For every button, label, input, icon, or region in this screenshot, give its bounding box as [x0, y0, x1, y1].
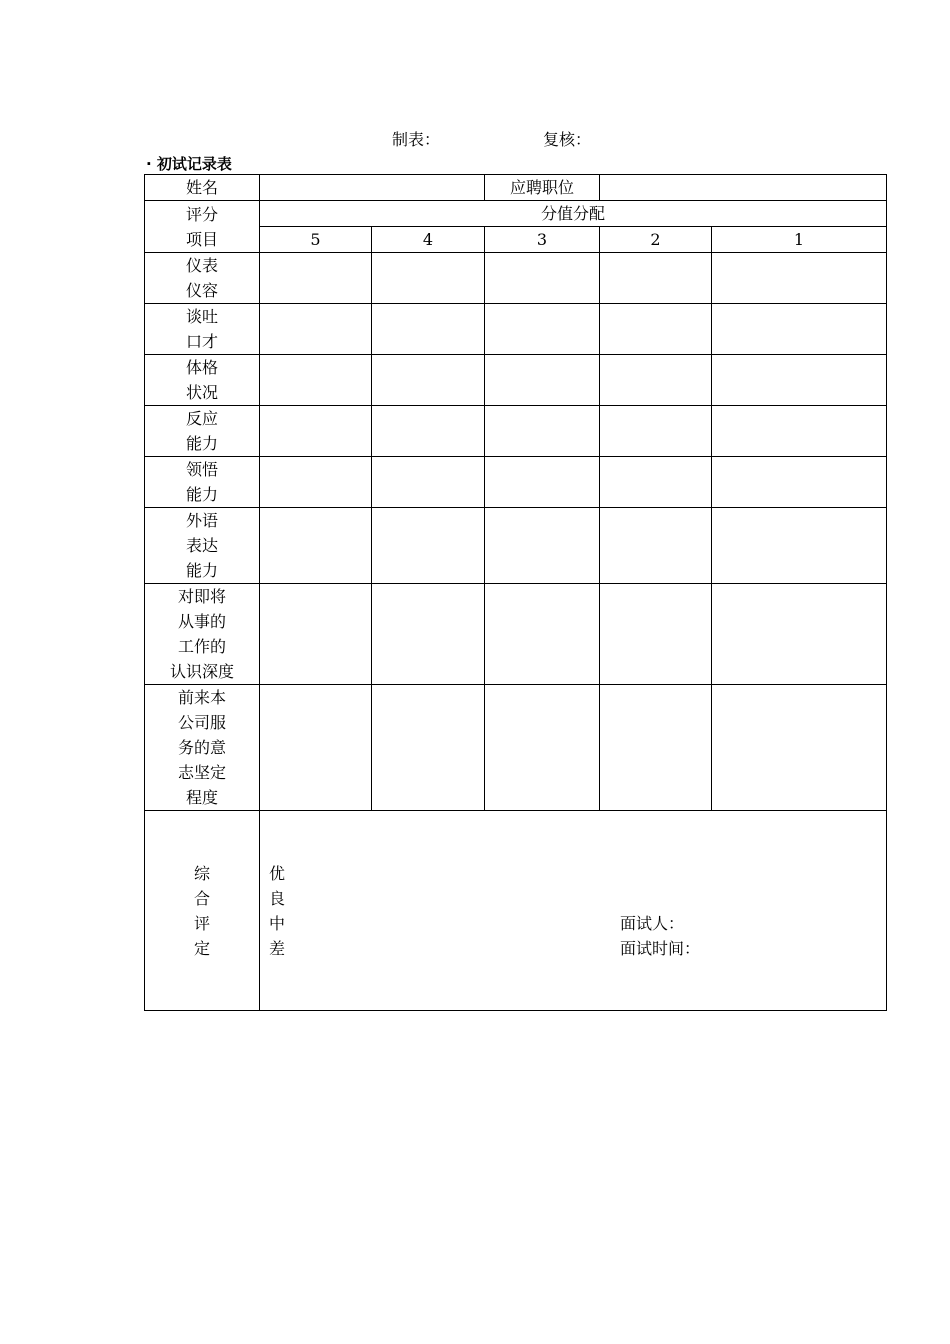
rating-item-label: 对即将 从事的 工作的 认识深度 — [145, 584, 260, 685]
score-cell-2[interactable] — [600, 508, 712, 584]
score-cell-2[interactable] — [600, 355, 712, 406]
rating-item-row — [145, 253, 887, 304]
score-cell-4[interactable] — [372, 355, 485, 406]
rating-item-row — [145, 406, 887, 457]
score-cell-2[interactable] — [600, 685, 712, 811]
score-cell-4[interactable] — [372, 253, 485, 304]
score-header-4: 4 — [372, 227, 485, 253]
score-cell-4[interactable] — [372, 584, 485, 685]
rating-item-header: 评分 项目 — [145, 201, 260, 253]
rating-item-label: 前来本 公司服 务的意 志坚定 程度 — [145, 685, 260, 811]
score-cell-1[interactable] — [712, 457, 887, 508]
rating-item-row — [145, 355, 887, 406]
overall-rating-cell — [260, 811, 887, 1011]
score-cell-2[interactable] — [600, 584, 712, 685]
name-label: 姓名 — [145, 175, 260, 201]
score-cell-4[interactable] — [372, 304, 485, 355]
rating-item-label: 谈吐 口才 — [145, 304, 260, 355]
score-cell-4[interactable] — [372, 457, 485, 508]
score-cell-3[interactable] — [485, 406, 600, 457]
score-cell-1[interactable] — [712, 584, 887, 685]
score-cell-5[interactable] — [260, 253, 372, 304]
rating-item-row — [145, 685, 887, 811]
rating-item-label: 领悟 能力 — [145, 457, 260, 508]
interview-signoff — [620, 911, 700, 961]
score-cell-2[interactable] — [600, 406, 712, 457]
score-cell-5[interactable] — [260, 304, 372, 355]
score-cell-3[interactable] — [485, 304, 600, 355]
score-distribution-header: 分值分配 — [260, 201, 887, 227]
rating-item-row — [145, 457, 887, 508]
score-cell-5[interactable] — [260, 355, 372, 406]
score-cell-1[interactable] — [712, 406, 887, 457]
grade-excellent[interactable]: 优 — [269, 864, 286, 883]
score-cell-4[interactable] — [372, 406, 485, 457]
score-cell-3[interactable] — [485, 584, 600, 685]
score-cell-2[interactable] — [600, 304, 712, 355]
score-cell-4[interactable] — [372, 508, 485, 584]
score-cell-1[interactable] — [712, 253, 887, 304]
score-cell-2[interactable] — [600, 253, 712, 304]
interview-record-table — [144, 174, 887, 1011]
score-cell-1[interactable] — [712, 304, 887, 355]
reviewed-by-label: 复核： — [543, 130, 592, 149]
overall-rating-label: 综 合 评 定 — [145, 811, 260, 1011]
score-header-5: 5 — [260, 227, 372, 253]
score-cell-5[interactable] — [260, 584, 372, 685]
score-cell-4[interactable] — [372, 685, 485, 811]
score-cell-5[interactable] — [260, 685, 372, 811]
score-cell-3[interactable] — [485, 355, 600, 406]
position-input-cell[interactable] — [600, 175, 887, 201]
prepared-by-label: 制表： — [392, 130, 441, 149]
score-cell-3[interactable] — [485, 685, 600, 811]
score-cell-3[interactable] — [485, 457, 600, 508]
rating-item-label: 仪表 仪容 — [145, 253, 260, 304]
score-header-2: 2 — [600, 227, 712, 253]
score-header-1: 1 — [712, 227, 887, 253]
score-cell-3[interactable] — [485, 253, 600, 304]
grade-good[interactable]: 良 — [269, 889, 286, 908]
position-label: 应聘职位 — [485, 175, 600, 201]
score-cell-1[interactable] — [712, 508, 887, 584]
interviewer-label: 面试人： — [620, 914, 685, 933]
grade-options — [269, 861, 285, 961]
rating-item-label: 体格 状况 — [145, 355, 260, 406]
score-cell-1[interactable] — [712, 355, 887, 406]
score-cell-5[interactable] — [260, 457, 372, 508]
grade-poor[interactable]: 差 — [269, 939, 286, 958]
rating-item-label: 反应 能力 — [145, 406, 260, 457]
score-cell-5[interactable] — [260, 406, 372, 457]
rating-item-row — [145, 304, 887, 355]
rating-item-label: 外语 表达 能力 — [145, 508, 260, 584]
score-cell-5[interactable] — [260, 508, 372, 584]
rating-item-row — [145, 508, 887, 584]
grade-average[interactable]: 中 — [269, 914, 286, 933]
rating-item-row — [145, 584, 887, 685]
interview-time-label: 面试时间： — [620, 939, 701, 958]
score-header-3: 3 — [485, 227, 600, 253]
score-cell-2[interactable] — [600, 457, 712, 508]
form-title: · 初试记录表 — [146, 155, 232, 173]
score-cell-1[interactable] — [712, 685, 887, 811]
score-cell-3[interactable] — [485, 508, 600, 584]
name-input-cell[interactable] — [260, 175, 485, 201]
